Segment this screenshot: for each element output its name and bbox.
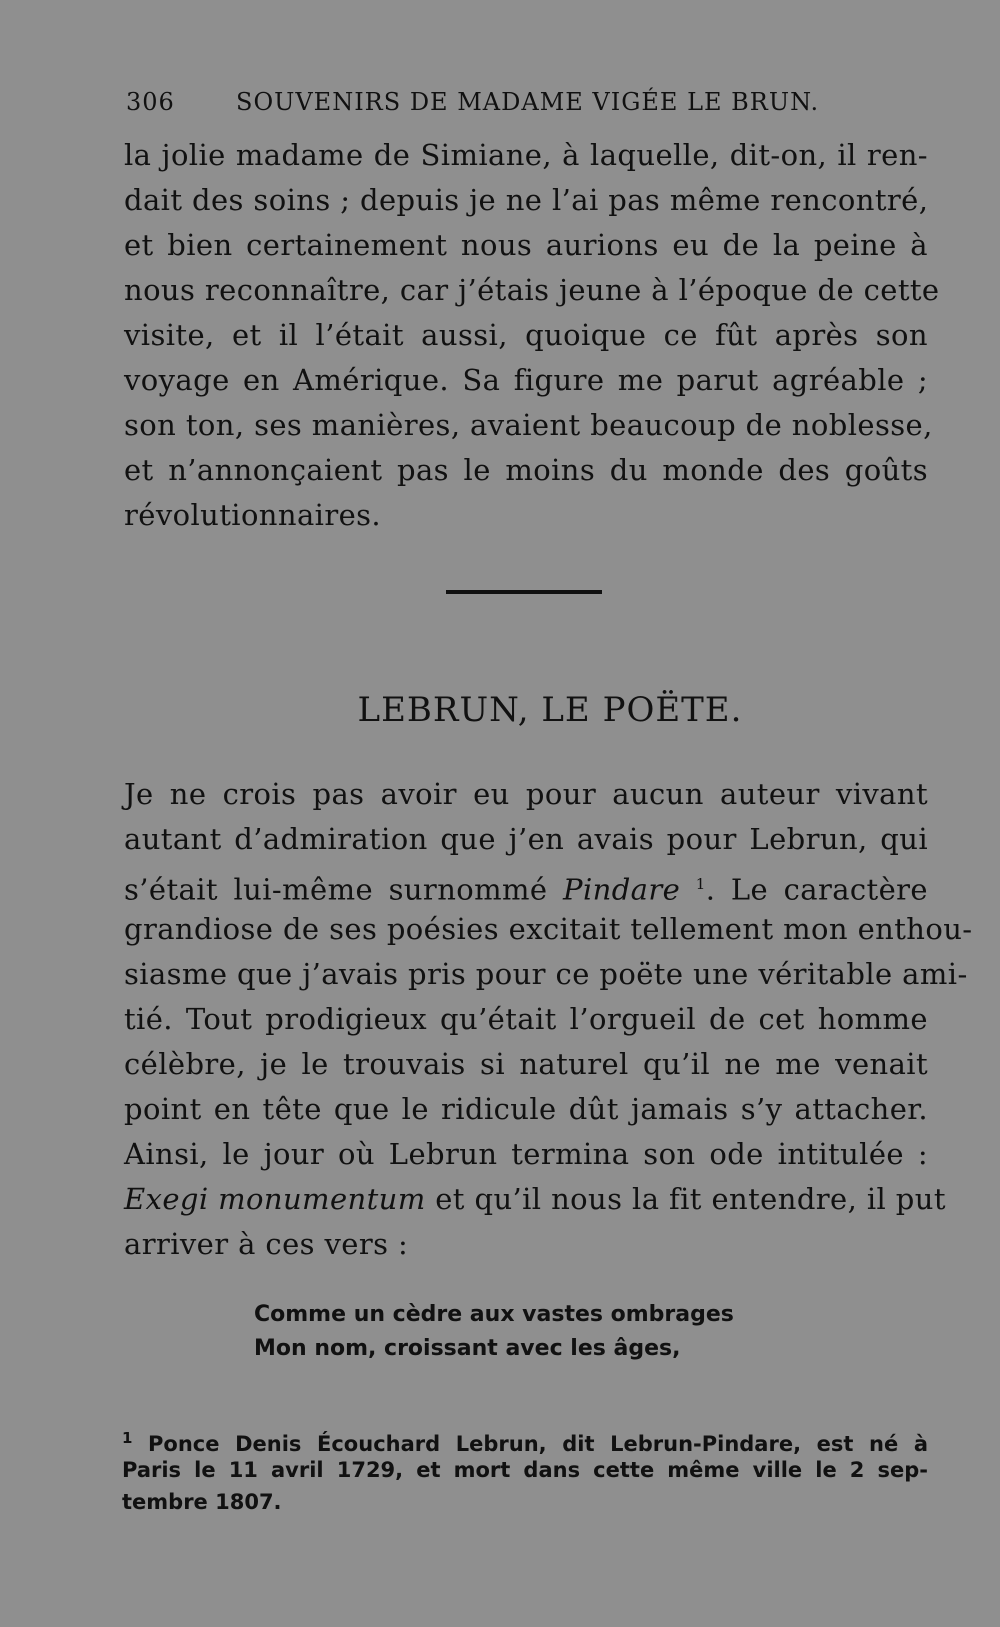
section-heading: LEBRUN, LE POËTE. — [357, 690, 743, 730]
section-line: autant d’admiration que j’en avais pour Lebrun, qui — [124, 822, 928, 856]
body-line: et n’annonçaient pas le moins du monde des goûts — [124, 453, 928, 487]
running-head — [126, 88, 926, 116]
body-line: nous reconnaître, car j’étais jeune à l’époque de cette — [124, 273, 940, 307]
footnote-line: Paris le 11 avril 1729, et mort dans cette même ville le 2 sep- — [122, 1458, 928, 1482]
section-line: grandiose de ses poésies excitait tellement mon enthou- — [124, 912, 973, 946]
italic-title: Exegi monumentum — [124, 1182, 426, 1216]
section-line: point en tête que le ridicule dût jamais s’y attacher. — [124, 1092, 928, 1126]
section-divider — [446, 590, 602, 594]
section-line: célèbre, je le trouvais si naturel qu’il ne me venait — [124, 1047, 928, 1081]
body-line: dait des soins ; depuis je ne l’ai pas même rencontré, — [124, 183, 929, 217]
footnote-marker: 1 — [122, 1429, 133, 1447]
footnote-reference: 1 — [695, 875, 706, 893]
line-text: . Le caractère — [705, 872, 928, 907]
body-line: la jolie madame de Simiane, à laquelle, dit-on, il ren- — [124, 138, 928, 172]
line-text: s’était lui-même surnommé — [124, 872, 564, 907]
page-number: 306 — [126, 88, 175, 116]
line-text: et qu’il nous la fit entendre, il put — [425, 1182, 946, 1216]
section-line — [124, 1180, 946, 1218]
body-line: visite, et il l’était aussi, quoique ce fût après son — [124, 318, 928, 352]
body-line: et bien certainement nous aurions eu de la peine à — [124, 228, 928, 262]
body-line: révolutionnaires. — [124, 498, 382, 532]
footnote-line: tembre 1807. — [122, 1490, 282, 1514]
section-line: arriver à ces vers : — [124, 1227, 409, 1261]
running-title: SOUVENIRS DE MADAME VIGÉE LE BRUN. — [236, 88, 820, 116]
section-line: siasme que j’avais pris pour ce poëte une véritable ami- — [124, 957, 968, 991]
section-line — [124, 865, 928, 909]
verse-line: Mon nom, croissant avec les âges, — [254, 1336, 681, 1361]
verse-line: Comme un cèdre aux vastes ombrages — [254, 1302, 734, 1327]
body-line: voyage en Amérique. Sa figure me parut agréable ; — [124, 363, 928, 397]
section-line: Je ne crois pas avoir eu pour aucun auteur vivant — [124, 777, 928, 811]
section-line: Ainsi, le jour où Lebrun termina son ode intitulée : — [124, 1137, 928, 1171]
italic-title: Pindare — [563, 872, 681, 907]
footnote-text: Ponce Denis Écouchard Lebrun, dit Lebrun-Pindare, est né à — [132, 1432, 928, 1456]
section-line: tié. Tout prodigieux qu’était l’orgueil de cet homme — [124, 1002, 928, 1036]
body-line: son ton, ses manières, avaient beaucoup de noblesse, — [124, 408, 933, 442]
